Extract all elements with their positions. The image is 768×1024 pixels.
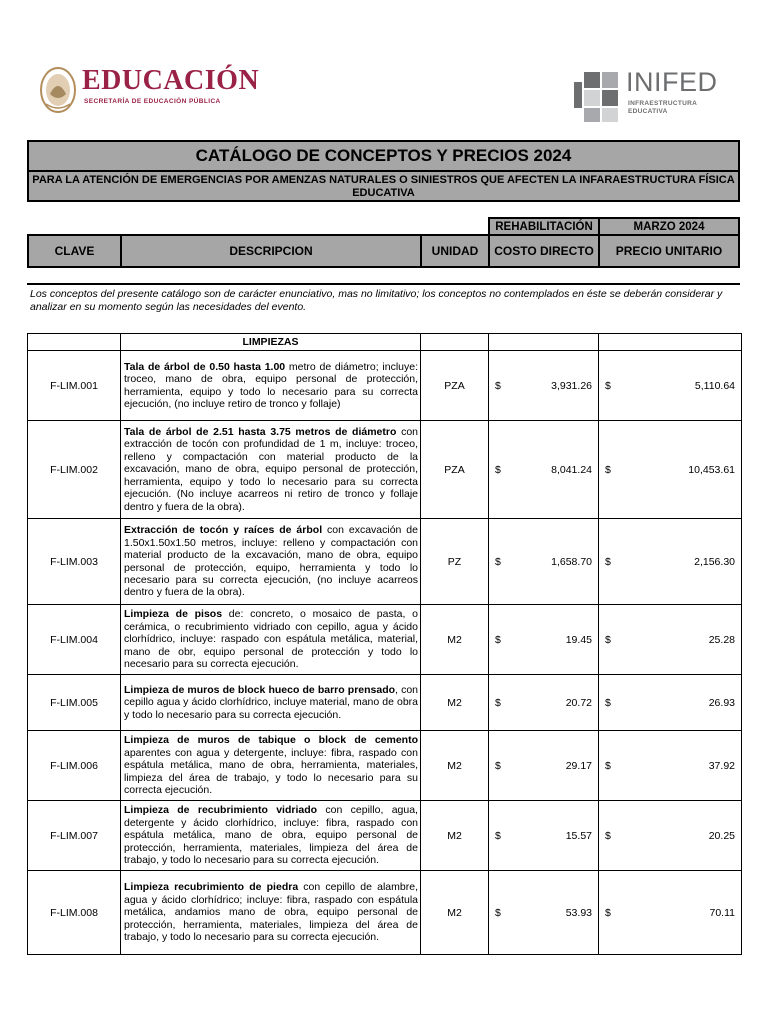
unit-cell: PZ [421,519,489,605]
clave-cell: F-LIM.002 [28,421,121,519]
header-date: MARZO 2024 [598,217,740,236]
description-bold: Tala de árbol de 0.50 hasta 1.00 [124,360,286,373]
costo-cell [489,519,599,605]
header-precio-unitario: PRECIO UNITARIO [598,234,740,268]
precio-value: 20.25 [708,829,735,842]
section-row [28,334,742,351]
clave-cell: F-LIM.006 [28,731,121,801]
costo-value: 19.45 [565,633,592,646]
currency-sign: $ [495,379,501,392]
currency-sign: $ [495,633,501,646]
costo-value: 20.72 [565,696,592,709]
precio-cell [599,731,742,801]
table-row [28,519,742,605]
unit-cell: M2 [421,801,489,871]
currency-sign: $ [495,759,501,772]
precio-amount [599,380,741,392]
precio-amount [599,634,741,646]
costo-value: 53.93 [565,906,592,919]
disclaimer-note: Los conceptos del presente catálogo son de carácter enunciativo, mas no limitativo; los conceptos no contemplados en éste se deberán considerar y analizar en su momento según las necesidades del evento. [30,288,723,313]
precio-amount [599,830,741,842]
costo-value: 29.17 [565,759,592,772]
section-empty-cell [28,334,121,351]
clave-cell: F-LIM.003 [28,519,121,605]
precio-value: 25.28 [708,633,735,646]
description-rest: de: concreto, o mosaico de pasta, o cerámica, o recubrimiento vidriado con cepillo, agua y ácido clorhídrico, incluye: raspado con espátula metálica, material, mano de obr, equipo personal de protección y todo lo necesario para su correcta ejecución. [124,608,418,671]
unit-cell: M2 [421,675,489,731]
costo-cell [489,675,599,731]
costo-cell [489,351,599,421]
costo-cell [489,871,599,955]
header-rehabilitacion: REHABILITACIÓN [488,217,600,236]
coat-of-arms-icon [38,64,78,116]
precio-cell [599,519,742,605]
section-empty-cell [599,334,742,351]
section-empty-cell [489,334,599,351]
table-row [28,871,742,955]
header-clave: CLAVE [27,234,122,268]
inifed-subtitle [628,100,697,116]
inifed-logo [574,66,744,126]
description-rest: con extracción de tocón con profundidad de 1 m, incluye: troceo, relleno y compactación con material producto de la excavación, mano de obra, equipo personal de protección, herramienta, equipo y todo lo necesario para su correcta ejecución. (No incluye acarreos ni retiro de tronco y follaje dentro y fuera de la obra). [124,426,418,513]
costo-amount [489,907,598,919]
precio-value: 10,453.61 [688,463,735,476]
precio-value: 70.11 [709,906,735,919]
costo-value: 8,041.24 [551,463,592,476]
currency-sign: $ [495,555,501,568]
description-rest: aparentes con agua y detergente, incluye: fibra, raspado con espátula metálica, mano de obra, herramienta, materiales, limpieza del área de trabajo, y todo lo necesario para su correcta ejecución. [124,746,418,797]
costo-cell [489,801,599,871]
costo-amount [489,380,598,392]
costo-amount [489,760,598,772]
description-rest: con cepillo, agua, detergente y ácido clorhídrico, incluye: fibra, raspado con espátula metálica, mano de obra, equipo personal de protección, herramienta, materiales, limpieza del área de trabajo, y todo lo necesario para su correcta ejecución. [124,804,418,867]
currency-sign: $ [605,379,611,392]
currency-sign: $ [605,759,611,772]
precio-cell [599,675,742,731]
currency-sign: $ [605,633,611,646]
costo-value: 1,658.70 [551,555,592,568]
catalog-title-box [27,140,740,202]
catalog-table [27,333,742,955]
description-rest: , con cepillo agua y ácido clorhídrico, incluye material, mano de obra y todo lo necesario para su correcta ejecución. [124,683,418,721]
currency-sign: $ [605,829,611,842]
sep-logo [34,64,260,120]
description-bold: Limpieza recubrimiento de piedra [124,881,299,894]
catalog-title: CATÁLOGO DE CONCEPTOS Y PRECIOS 2024 [29,142,738,172]
description-cell [121,421,421,519]
clave-cell: F-LIM.005 [28,675,121,731]
table-row [28,801,742,871]
description-rest: con cepillo de alambre, agua y ácido clorhídrico; incluye: fibra, raspado con espátula metálica, andamios mano de obra, equipo personal de protección, herramienta, materiales, limpieza del área de trabajo, y todo lo necesario para su correcta ejecución. [124,881,418,944]
unit-cell: M2 [421,731,489,801]
section-empty-cell [421,334,489,351]
currency-sign: $ [495,829,501,842]
currency-sign: $ [605,463,611,476]
currency-sign: $ [495,696,501,709]
clave-cell: F-LIM.004 [28,605,121,675]
description-bold: Limpieza de pisos [124,608,223,621]
precio-cell [599,605,742,675]
unit-cell: PZA [421,351,489,421]
logo-subtitle: SECRETARÍA DE EDUCACIÓN PÚBLICA [84,98,221,105]
description-cell [121,351,421,421]
inifed-sub-line2: EDUCATIVA [628,108,668,115]
precio-cell [599,801,742,871]
unit-cell: M2 [421,605,489,675]
precio-value: 37.92 [708,759,735,772]
description-rest: con excavación de 1.50x1.50x1.50 metros, incluye: relleno y compactación con material producto de la excavación, mano de obra, equipo personal de protección, equipo, herramienta y todo lo necesario para su correcta ejecución, (no incluye acarreos dentro y fuera de la obra). [124,524,418,599]
header-unidad: UNIDAD [420,234,490,268]
divider [27,283,740,285]
costo-amount [489,634,598,646]
precio-value: 2,156.30 [694,555,735,568]
precio-amount [599,760,741,772]
description-bold: Extracción de tocón y raíces de árbol [124,524,323,537]
currency-sign: $ [605,906,611,919]
header-descripcion: DESCRIPCION [120,234,422,268]
description-rest: metro de diámetro; incluye: troceo, mano de obra, equipo personal de protección, herramienta, equipo y todo lo necesario para su correcta ejecución, (no incluye retiro de tronco y follaje) [124,360,419,410]
currency-sign: $ [495,463,501,476]
catalog-subtitle: PARA LA ATENCIÓN DE EMERGENCIAS POR AMENZAS NATURALES O SINIESTROS QUE AFECTEN LA INFARAESTRUCTURA FÍSICA EDUCATIVA [32,174,735,199]
costo-amount [489,830,598,842]
inifed-name: INIFED [626,67,718,97]
description-cell [121,871,421,955]
currency-sign: $ [605,696,611,709]
precio-cell [599,351,742,421]
table-row [28,605,742,675]
clave-cell: F-LIM.001 [28,351,121,421]
header-costo-directo: COSTO DIRECTO [488,234,600,268]
description-bold: Limpieza de muros de block hueco de barro prensado [124,683,396,696]
clave-cell: F-LIM.007 [28,801,121,871]
unit-cell: PZA [421,421,489,519]
description-bold: Limpieza de recubrimiento vidriado [124,804,318,817]
description-cell [121,731,421,801]
precio-value: 5,110.64 [694,379,735,392]
precio-cell [599,871,742,955]
description-cell [121,605,421,675]
currency-sign: $ [605,555,611,568]
description-cell [121,675,421,731]
inifed-mark-icon [574,68,622,124]
precio-amount [599,907,741,919]
description-cell [121,519,421,605]
costo-cell [489,731,599,801]
costo-amount [489,697,598,709]
description-bold: Limpieza de muros de tabique o block de cemento [124,734,418,747]
precio-amount [599,556,741,568]
costo-cell [489,605,599,675]
costo-amount [489,556,598,568]
description-bold: Tala de árbol de 2.51 hasta 3.75 metros de diámetro [124,426,397,439]
precio-amount [599,464,741,476]
clave-cell: F-LIM.008 [28,871,121,955]
table-row [28,675,742,731]
precio-cell [599,421,742,519]
table-row [28,731,742,801]
table-row [28,351,742,421]
currency-sign: $ [495,906,501,919]
precio-amount [599,697,741,709]
section-title: LIMPIEZAS [121,334,421,351]
logo-title: EDUCACIÓN [82,65,260,96]
costo-cell [489,421,599,519]
unit-cell: M2 [421,871,489,955]
inifed-sub-line1: INFRAESTRUCTURA [628,100,698,107]
table-row [28,421,742,519]
costo-value: 15.57 [565,829,592,842]
description-cell [121,801,421,871]
costo-value: 3,931.26 [551,379,592,392]
precio-value: 26.93 [708,696,735,709]
costo-amount [489,464,598,476]
